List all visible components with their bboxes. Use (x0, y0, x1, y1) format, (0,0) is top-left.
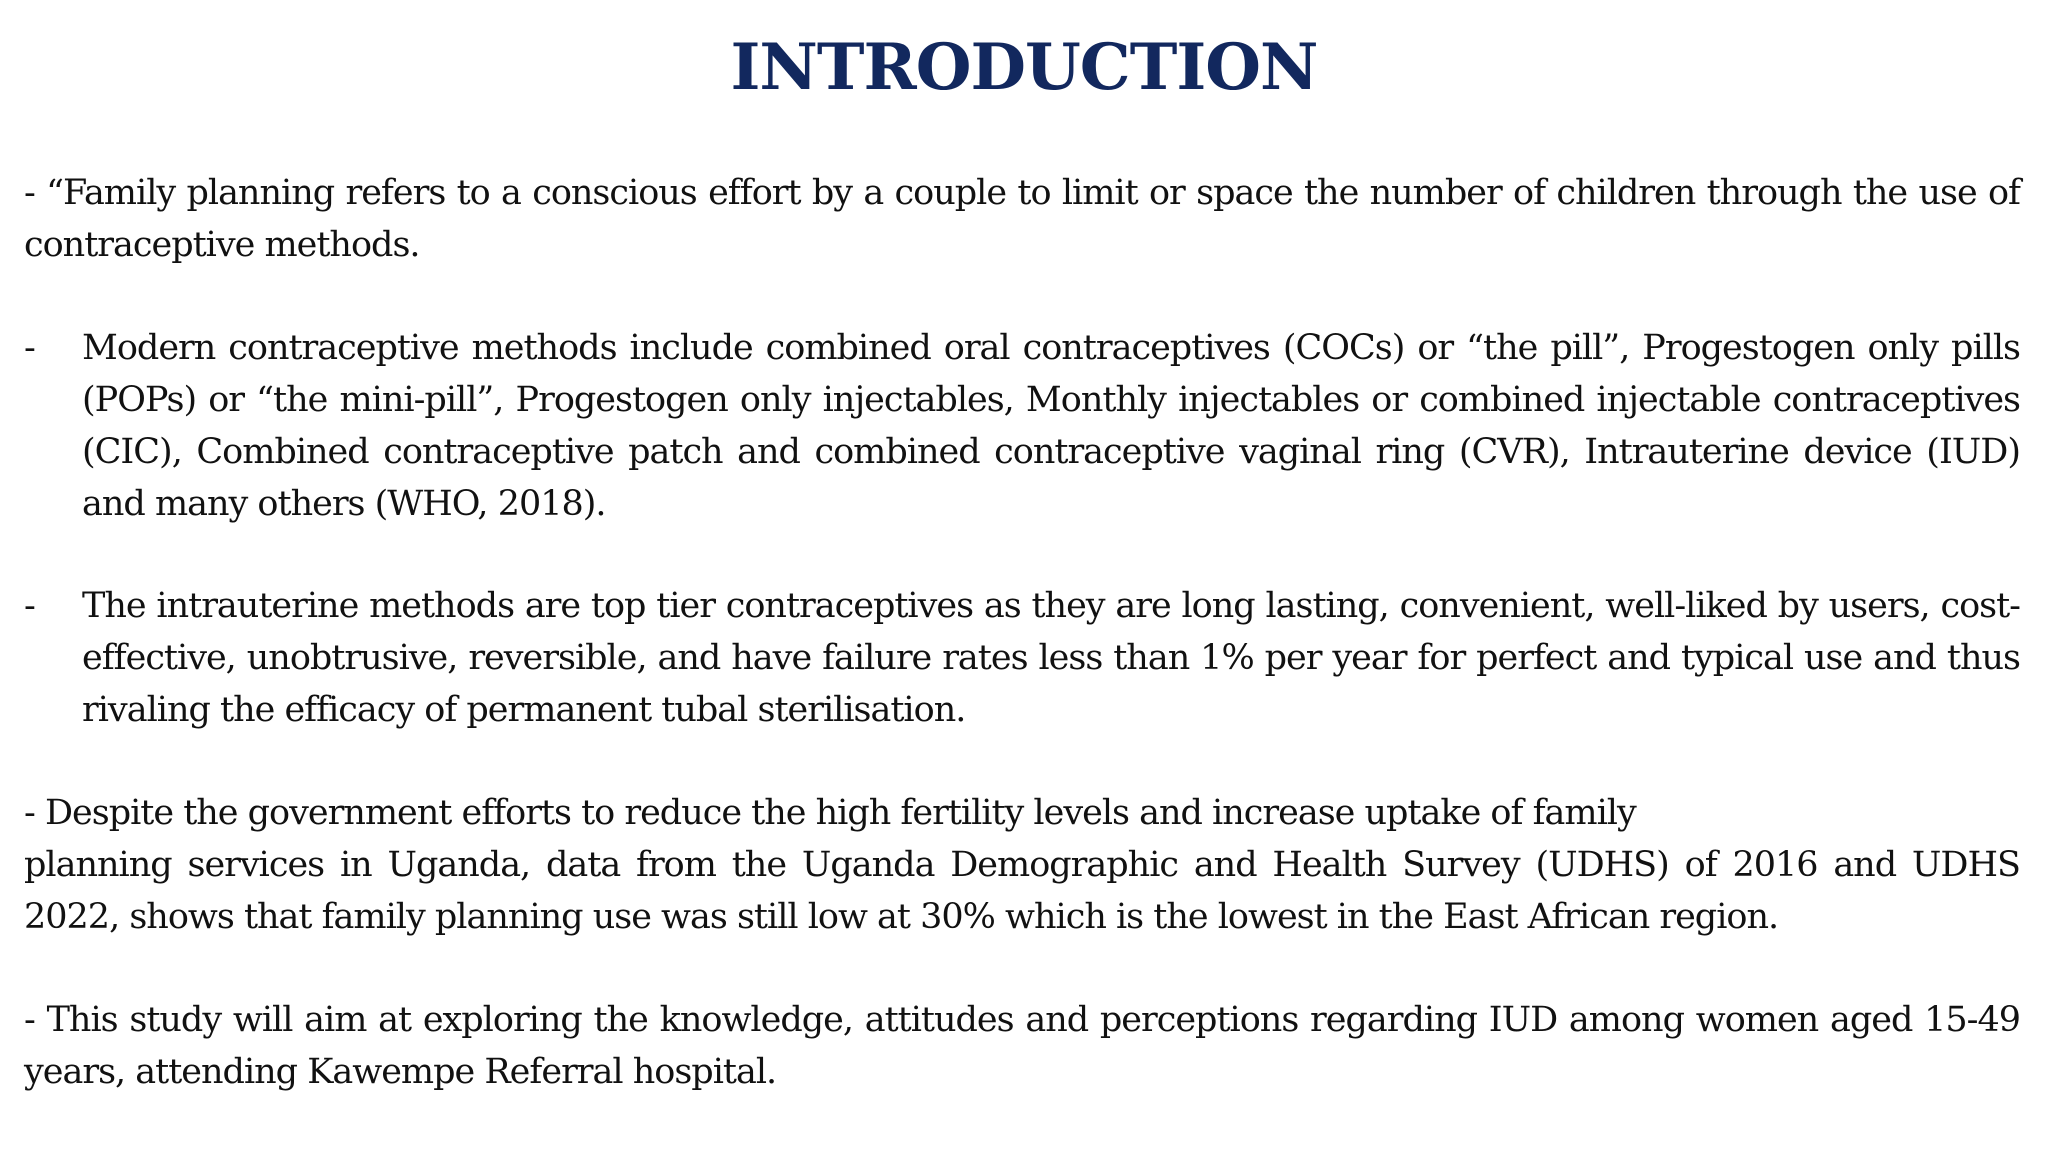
definition-paragraph: - “Family planning refers to a conscious effort by a couple to limit or space the number of children through the use of contraceptive methods. (24, 173, 2020, 265)
bullet-intrauterine-methods-text: The intrauterine methods are top tier contraceptives as they are long lasting, convenient, well-liked by users, cost-effective, unobtrusive, reversible, and have failure rates less than 1% per year for perfect and typical use and thus rivaling the efficacy of permanent tubal sterilisation. (82, 586, 2020, 730)
uganda-statistics-paragraph (24, 787, 2020, 943)
bullet-modern-methods-text: Modern contraceptive methods include combined oral contraceptives (COCs) or “the pill”, Progestogen only pills (POPs) or “the mini-pill”, Progestogen only injectables, Monthly injectables or combined injectable contraceptives (CIC), Combined contraceptive patch and combined contraceptive vaginal ring (CVR), Intrauterine device (IUD) and many others (WHO, 2018). (82, 328, 2020, 524)
bullet-dash: - (24, 328, 35, 368)
study-aim-paragraph: - This study will aim at exploring the knowledge, attitudes and perceptions regarding IUD among women aged 15-49 years, attending Kawempe Referral hospital. (24, 1000, 2020, 1092)
uganda-statistics-rest: planning services in Uganda, data from the Uganda Demographic and Health Survey (UDHS) of 2016 and UDHS 2022, shows that family planning use was still low at 30% which is the lowest in the East African region. (24, 845, 2020, 937)
slide-title: INTRODUCTION (730, 30, 1318, 105)
uganda-statistics-line-1: - Despite the government efforts to reduce the high fertility levels and increase uptake of family (24, 793, 1636, 833)
bullet-dash: - (24, 586, 35, 626)
